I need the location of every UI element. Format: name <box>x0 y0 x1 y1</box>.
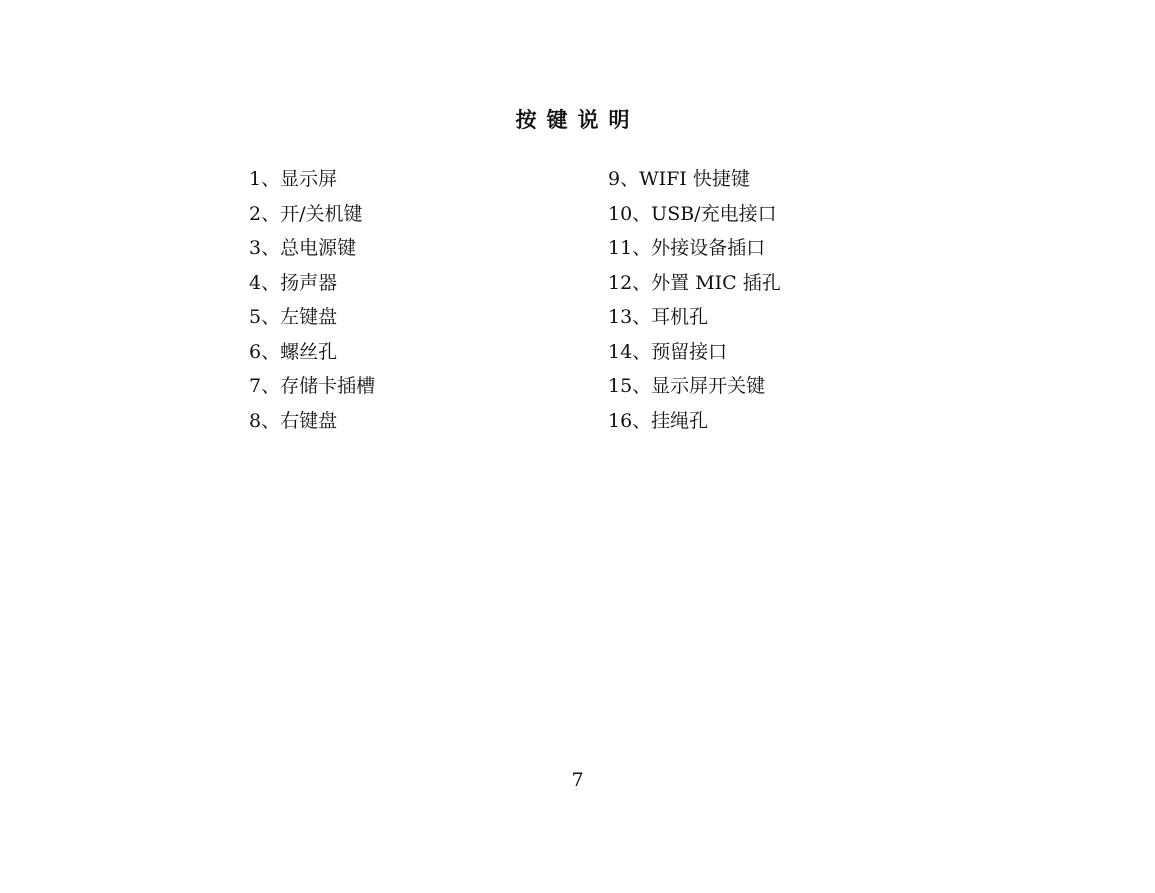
list-item: 15、显示屏开关键 <box>608 375 766 397</box>
page-title: 按键说明 <box>515 108 640 132</box>
list-item: 4、扬声器 <box>249 271 338 294</box>
list-item: 1、显示屏 <box>249 168 338 190</box>
list-item: 10、USB/充电接口 <box>608 202 777 225</box>
key-list-right <box>608 162 938 438</box>
list-item: 7、存储卡插槽 <box>249 375 376 397</box>
list-item: 12、外置 MIC 插孔 <box>608 271 781 294</box>
list-item: 14、预留接口 <box>608 340 728 363</box>
list-item: 11、外接设备插口 <box>608 237 766 259</box>
list-item: 3、总电源键 <box>249 237 357 259</box>
list-item: 16、挂绳孔 <box>608 409 709 432</box>
list-item: 5、左键盘 <box>249 306 338 328</box>
page-number: 7 <box>571 769 584 791</box>
list-item: 13、耳机孔 <box>608 306 709 328</box>
key-list-left <box>249 162 579 438</box>
list-item: 6、螺丝孔 <box>249 340 338 363</box>
list-item: 8、右键盘 <box>249 409 338 432</box>
list-item: 2、开/关机键 <box>249 202 363 225</box>
list-item: 9、WIFI 快捷键 <box>608 168 750 190</box>
